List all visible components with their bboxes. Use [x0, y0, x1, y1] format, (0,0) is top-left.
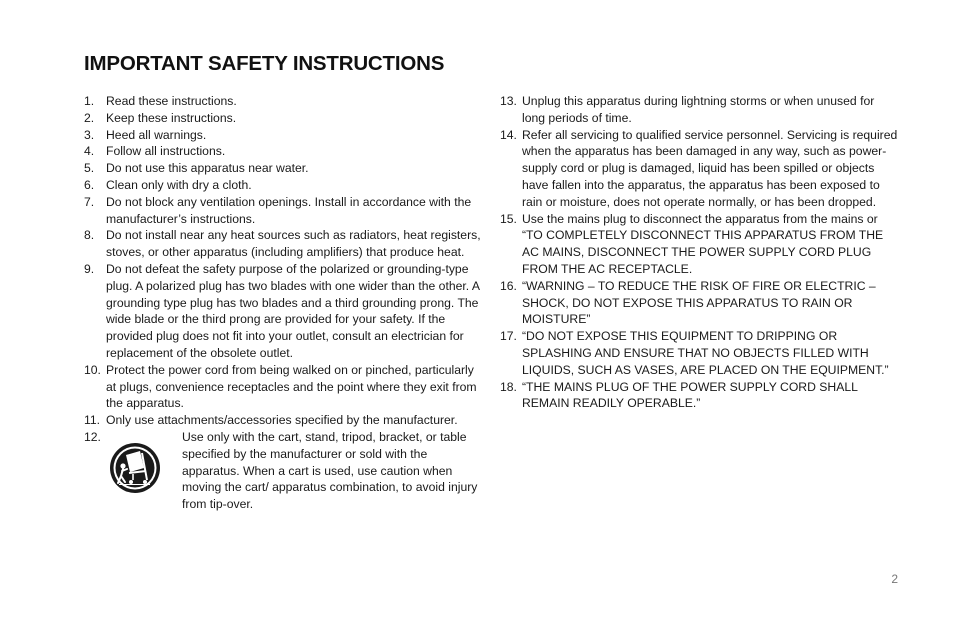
- instruction-text: Do not use this apparatus near water.: [106, 161, 309, 176]
- instruction-item-12: [84, 429, 484, 513]
- instruction-item-11: [84, 412, 484, 429]
- instruction-text: Protect the power cord from being walked on or pinched, particularly at plugs, convenience receptacles and the point where they exit from the apparatus.: [106, 362, 477, 411]
- instruction-item-8: [84, 227, 484, 261]
- right-instruction-column: [500, 93, 900, 412]
- instruction-item-16: [500, 278, 900, 328]
- instruction-text: Do not install near any heat sources such as radiators, heat registers, stoves, or other apparatus (including amplifiers) that produce heat.: [106, 228, 481, 260]
- instruction-item-15: [500, 211, 900, 278]
- instruction-text: Read these instructions.: [106, 94, 237, 108]
- instruction-number: 16.: [500, 278, 517, 293]
- left-instruction-column: [84, 93, 484, 513]
- instruction-number: 17.: [500, 329, 517, 344]
- page-number: 2: [891, 572, 898, 586]
- instruction-text: Unplug this apparatus during lightning storms or when unused for long periods of time.: [522, 94, 875, 125]
- instruction-item-1: [84, 93, 484, 110]
- cart-tip-over-warning-icon: [109, 442, 161, 494]
- instruction-number: 18.: [500, 379, 517, 394]
- instruction-text: Use the mains plug to disconnect the apparatus from the mains or “TO COMPLETELY DISCONNECT THIS APPARATUS FROM THE AC MAINS, DISCONNECT THE POWER SUPPLY CORD PLUG FROM THE AC RECEPTACLE.: [522, 211, 884, 276]
- instruction-number: 5.: [84, 161, 95, 176]
- instruction-item-6: [84, 177, 484, 194]
- instruction-item-7: [84, 194, 484, 228]
- instruction-text: Refer all servicing to qualified service personnel. Servicing is required when the apparatus has been damaged in any way, such as power-supply cord or plug is damaged, liquid has been spilled or objects have fallen into the apparatus, the apparatus has been exposed to rain or moisture, does not operate normally, or has been dropped.: [522, 127, 898, 209]
- instruction-number: 1.: [84, 94, 95, 108]
- instruction-number: 8.: [84, 228, 95, 243]
- instruction-item-18: [500, 379, 900, 413]
- instruction-text: “THE MAINS PLUG OF THE POWER SUPPLY CORD SHALL REMAIN READILY OPERABLE.”: [522, 379, 858, 411]
- instruction-item-3: [84, 127, 484, 144]
- instruction-text: “WARNING – TO REDUCE THE RISK OF FIRE OR ELECTRIC – SHOCK, DO NOT EXPOSE THIS APPARATUS TO RAIN OR MOISTURE”: [522, 278, 876, 327]
- instruction-number: 15.: [500, 211, 517, 226]
- instruction-item-4: [84, 143, 484, 160]
- instruction-number: 2.: [84, 110, 95, 125]
- instruction-number: 14.: [500, 127, 517, 142]
- instruction-text: Do not defeat the safety purpose of the polarized or grounding-type plug. A polarized plug has two blades with one wider than the other. A grounding type plug has two blades and a third grounding prong. The wide blade or the third prong are provided for your safety. If the provided plug does not fit into your outlet, consult an electrician for replacement of the obsolete outlet.: [106, 261, 480, 360]
- instruction-number: 12.: [84, 429, 101, 444]
- instruction-item-5: [84, 160, 484, 177]
- instruction-number: 3.: [84, 127, 95, 142]
- instruction-text: “DO NOT EXPOSE THIS EQUIPMENT TO DRIPPING OR SPLASHING AND ENSURE THAT NO OBJECTS FILLED WITH LIQUIDS, SUCH AS VASES, ARE PLACED ON THE EQUIPMENT.”: [522, 329, 889, 377]
- instruction-item-10: [84, 362, 484, 412]
- instruction-text: Heed all warnings.: [106, 127, 207, 142]
- instruction-text: Only use attachments/accessories specified by the manufacturer.: [106, 413, 458, 428]
- instruction-number: 6.: [84, 177, 95, 192]
- instruction-item-2: [84, 110, 484, 127]
- instruction-item-17: [500, 328, 900, 378]
- instruction-item-13: [500, 93, 900, 127]
- instruction-number: 4.: [84, 144, 95, 159]
- instruction-text: Follow all instructions.: [106, 144, 226, 159]
- instruction-number: 10.: [84, 362, 101, 377]
- instruction-text: Do not block any ventilation openings. Install in accordance with the manufacturer’s instructions.: [106, 194, 472, 226]
- instruction-number: 11.: [84, 413, 101, 428]
- instruction-text: Clean only with dry a cloth.: [106, 177, 252, 192]
- instruction-number: 9.: [84, 261, 95, 276]
- page-title: IMPORTANT SAFETY INSTRUCTIONS: [84, 52, 445, 75]
- instruction-number: 7.: [84, 194, 95, 209]
- instruction-text: Use only with the cart, stand, tripod, bracket, or table specified by the manufacturer or sold with the apparatus. When a cart is used, use caution when moving the cart/ apparatus combination, to avoid injury from tip-over.: [182, 429, 478, 512]
- instruction-number: 13.: [500, 94, 517, 108]
- instruction-text: Keep these instructions.: [106, 110, 237, 125]
- instruction-item-9: [84, 261, 484, 362]
- instruction-item-14: [500, 127, 900, 211]
